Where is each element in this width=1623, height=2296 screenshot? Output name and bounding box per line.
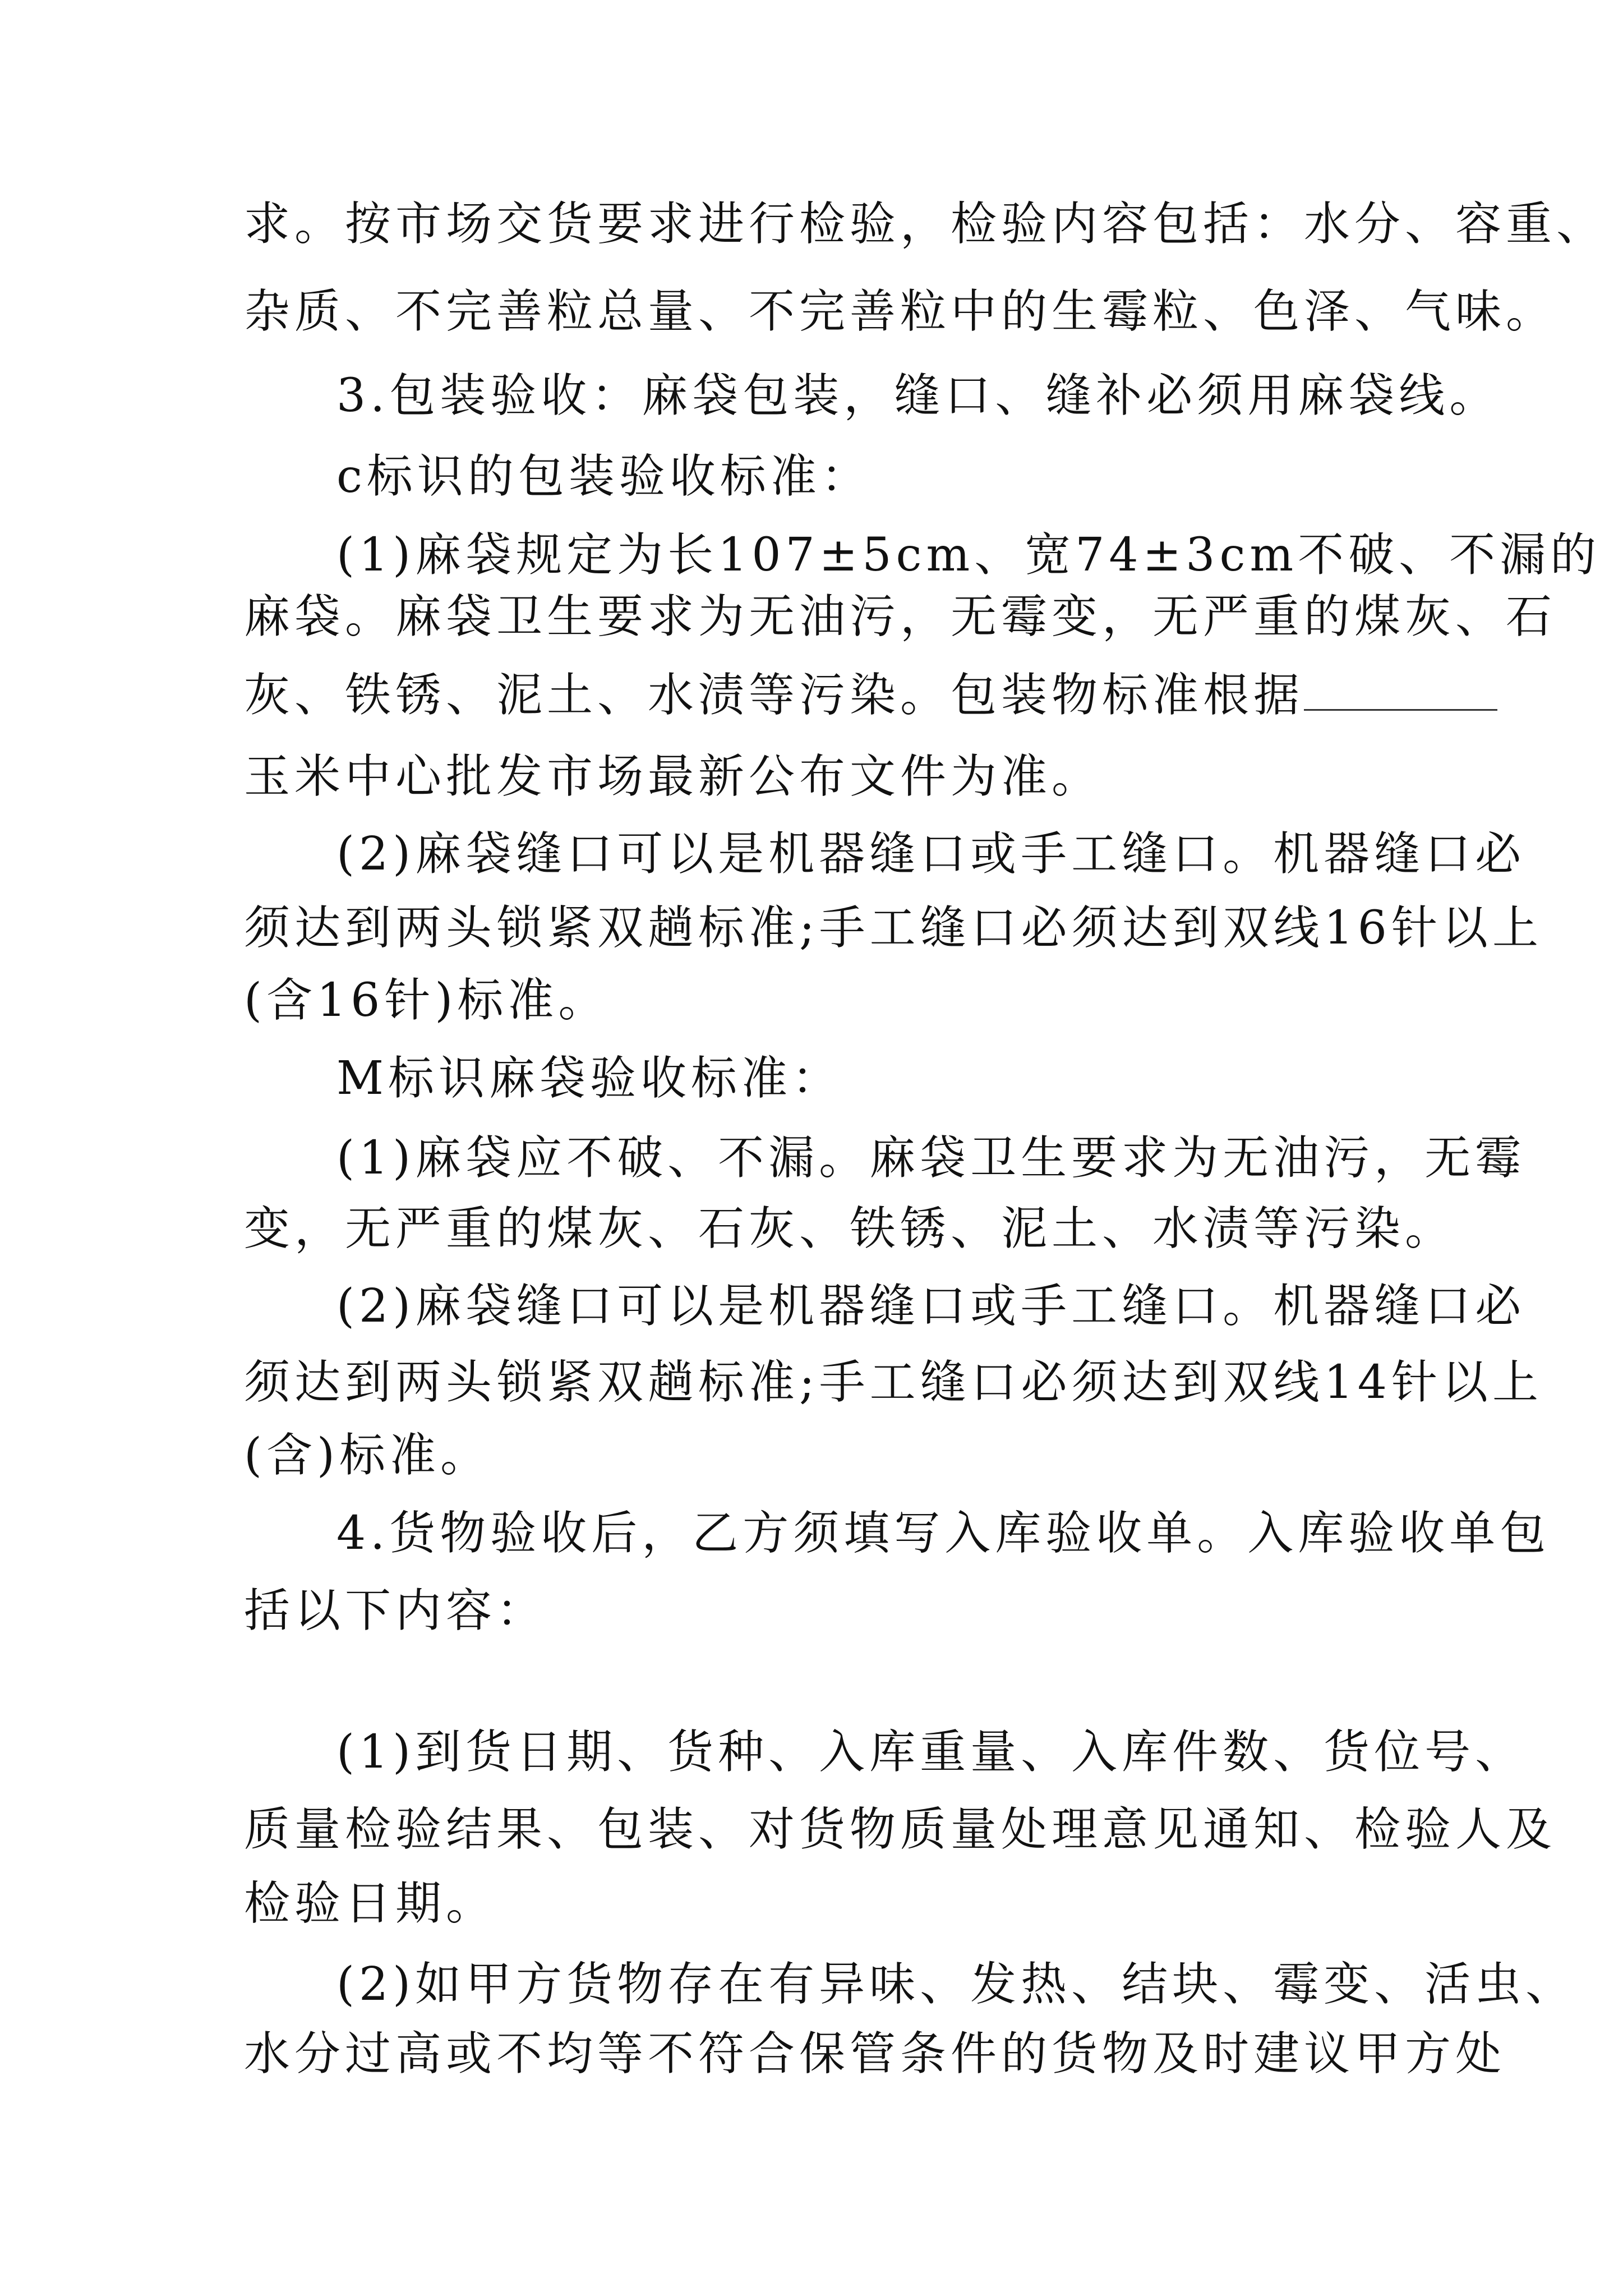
text-line: 求。按市场交货要求进行检验，检验内容包括：水分、容重、 <box>244 197 1607 251</box>
text-line: (2)如甲方货物存在有异味、发热、结块、霉变、活虫、 <box>336 1958 1576 2011</box>
fill-in-blank <box>1304 675 1497 711</box>
text-line: 玉米中心批发市场最新公布文件为准。 <box>244 750 1103 803</box>
text-line: 须达到两头锁紧双趟标准;手工缝口必须达到双线16针以上 <box>244 901 1543 955</box>
text-line: 括以下内容： <box>244 1584 547 1637</box>
text-line: (2)麻袋缝口可以是机器缝口或手工缝口。机器缝口必 <box>336 827 1526 881</box>
text-line: (1)麻袋应不破、不漏。麻袋卫生要求为无油污，无霉 <box>336 1131 1526 1185</box>
text-line: (含)标准。 <box>244 1429 491 1482</box>
text-line: 检验日期。 <box>244 1877 497 1930</box>
text-line: c标识的包装验收标准： <box>336 450 872 503</box>
text-segment: 灰、铁锈、泥土、水渍等污染。包装物标准根据 <box>244 669 1304 722</box>
text-line: (1)到货日期、货种、入库重量、入库件数、货位号、 <box>336 1726 1526 1779</box>
text-line: 4.货物验收后，乙方须填写入库验收单。入库验收单包 <box>336 1507 1551 1560</box>
text-line: (含16针)标准。 <box>244 974 609 1027</box>
text-line: 麻袋。麻袋卫生要求为无油污，无霉变，无严重的煤灰、石 <box>244 590 1557 643</box>
text-line: 须达到两头锁紧双趟标准;手工缝口必须达到双线14针以上 <box>244 1356 1543 1409</box>
text-line: 水分过高或不均等不符合保管条件的货物及时建议甲方处 <box>244 2027 1506 2081</box>
text-line: 质量检验结果、包装、对货物质量处理意见通知、检验人及 <box>244 1803 1557 1856</box>
text-line: (1)麻袋规定为长107±5cm、宽74±3cm不破、不漏的 <box>336 528 1601 582</box>
text-line <box>244 662 1497 729</box>
text-line: 杂质、不完善粒总量、不完善粒中的生霉粒、色泽、气味。 <box>244 285 1557 338</box>
text-line: 变，无严重的煤灰、石灰、铁锈、泥土、水渍等污染。 <box>244 1202 1456 1255</box>
text-line: M标识麻袋验收标准： <box>336 1052 842 1105</box>
text-line: 3.包装验收：麻袋包装，缝口、缝补必须用麻袋线。 <box>336 369 1500 422</box>
text-line: (2)麻袋缝口可以是机器缝口或手工缝口。机器缝口必 <box>336 1280 1526 1333</box>
